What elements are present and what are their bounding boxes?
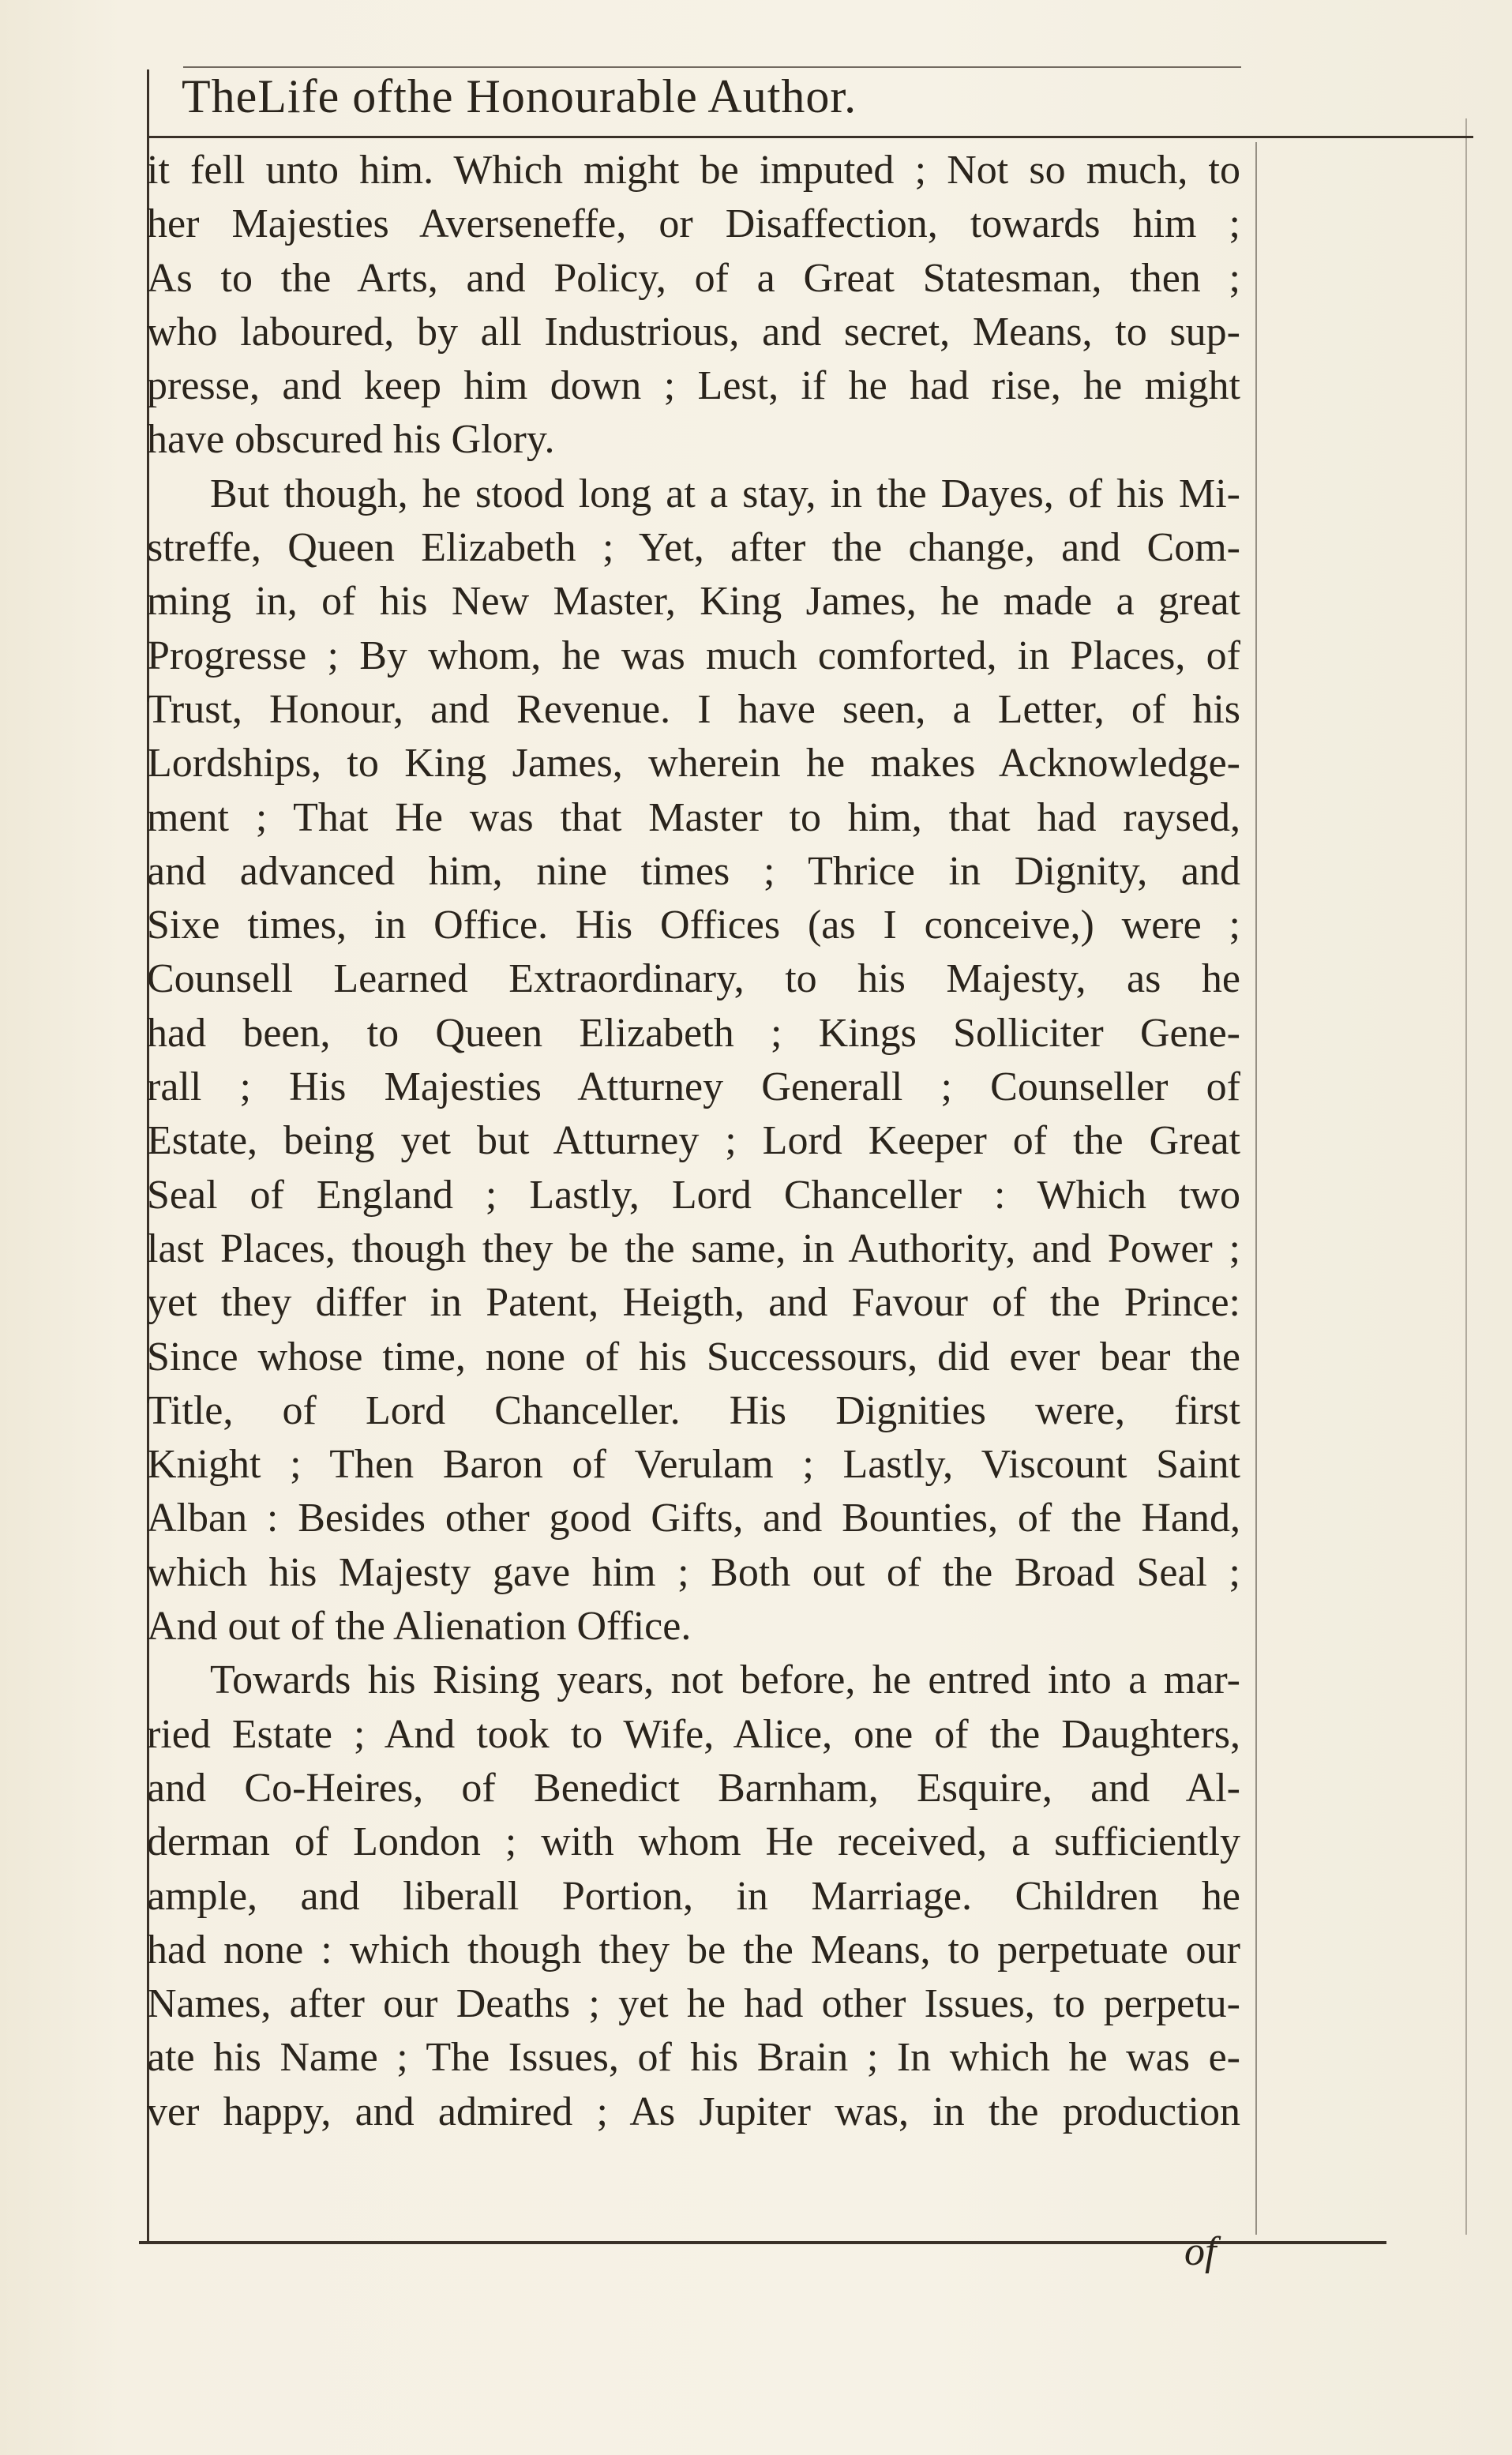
text-line: As to the Arts, and Policy, of a Great Statesman, then ; [147, 255, 1240, 301]
text-line: who laboured, by all Industrious, and secret, Means, to sup- [147, 309, 1240, 355]
text-line: have obscured his Glory. [147, 417, 555, 463]
text-line: yet they differ in Patent, Heigth, and Favour of the Prince: [147, 1280, 1240, 1326]
text-line: Towards his Rising years, not before, he entred into a mar- [210, 1657, 1240, 1703]
text-line: Estate, being yet but Atturney ; Lord Keeper of the Great [147, 1118, 1240, 1164]
header-bottom-rule [147, 136, 1473, 138]
text-line: Alban : Besides other good Gifts, and Bounties, of the Hand, [147, 1496, 1240, 1541]
text-line: streffe, Queen Elizabeth ; Yet, after the change, and Com- [147, 525, 1240, 571]
text-line: Trust, Honour, and Revenue. I have seen, a Letter, of his [147, 686, 1240, 732]
text-line: rall ; His Majesties Atturney Generall ; Counseller of [147, 1064, 1240, 1110]
text-line: Title, of Lord Chanceller. His Dignities were, first [147, 1387, 1240, 1433]
text-line: and advanced him, nine times ; Thrice in Dignity, and [147, 848, 1240, 894]
header-top-rule [183, 66, 1241, 68]
outer-margin-rule [1465, 118, 1467, 2235]
text-line: which his Majesty gave him ; Both out of the Broad Seal ; [147, 1549, 1240, 1595]
body-text [147, 144, 1240, 2139]
text-line: derman of London ; with whom He received, a sufficiently [147, 1819, 1240, 1865]
text-line: Lordships, to King James, wherein he makes Acknowledge- [147, 741, 1240, 786]
text-line: ver happy, and admired ; As Jupiter was, in the production [147, 2089, 1240, 2134]
text-line: Counsell Learned Extraordinary, to his Majesty, as he [147, 956, 1240, 1002]
text-line: ample, and liberall Portion, in Marriage. Children he [147, 1873, 1240, 1919]
text-line: And out of the Alienation Office. [147, 1604, 692, 1650]
text-line: had none : which though they be the Means, to perpetuate our [147, 1927, 1240, 1973]
right-margin-rule [1255, 142, 1257, 2235]
text-line: Since whose time, none of his Successours, did ever bear the [147, 1334, 1240, 1380]
text-line: ment ; That He was that Master to him, that had raysed, [147, 794, 1240, 840]
text-line: ate his Name ; The Issues, of his Brain ; In which he was e- [147, 2035, 1240, 2081]
text-line: Seal of England ; Lastly, Lord Chanceller : Which two [147, 1172, 1240, 1218]
text-line: ried Estate ; And took to Wife, Alice, one of the Daughters, [147, 1711, 1240, 1757]
text-line: last Places, though they be the same, in Authority, and Power ; [147, 1226, 1240, 1271]
text-line: ming in, of his New Master, King James, he made a great [147, 579, 1240, 625]
text-line: Knight ; Then Baron of Verulam ; Lastly, Viscount Saint [147, 1442, 1240, 1488]
text-line: But though, he stood long at a stay, in the Dayes, of his Mi- [210, 471, 1240, 516]
catchword: of [1184, 2229, 1217, 2274]
text-line: and Co-Heires, of Benedict Barnham, Esquire, and Al- [147, 1765, 1240, 1811]
text-line: had been, to Queen Elizabeth ; Kings Solliciter Gene- [147, 1010, 1240, 1056]
text-line: her Majesties Averseneffe, or Disaffection, towards him ; [147, 201, 1240, 247]
text-line: Progresse ; By whom, he was much comforted, in Places, of [147, 633, 1240, 678]
running-head: TheLife ofthe Honourable Author. [182, 70, 857, 122]
text-line: presse, and keep him down ; Lest, if he had rise, he might [147, 363, 1240, 409]
text-line: Sixe times, in Office. His Offices (as I conceive,) were ; [147, 903, 1240, 948]
text-line: Names, after our Deaths ; yet he had other Issues, to perpetu- [147, 1981, 1240, 2027]
text-line: it fell unto him. Which might be imputed ; Not so much, to [147, 148, 1240, 193]
